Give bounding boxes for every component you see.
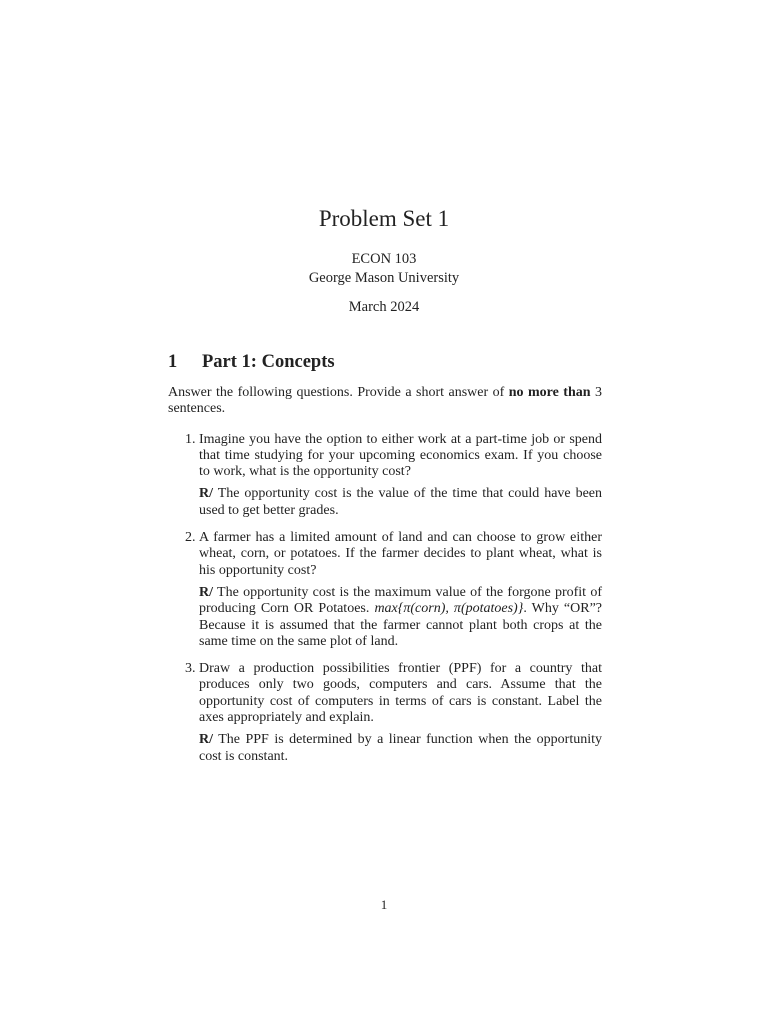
section-title: Part 1: Concepts — [202, 352, 335, 372]
answer — [199, 732, 602, 765]
question-item — [199, 530, 602, 650]
document-date: March 2024 — [348, 299, 420, 315]
answer-text: The opportunity cost is the maximum value of the forgone profit of producing Corn OR Potatoes. — [199, 584, 603, 617]
answer-text: The PPF is determined by a linear function when the opportunity cost is constant. — [199, 732, 602, 764]
section-heading — [168, 352, 335, 373]
section-number: 1 — [168, 352, 178, 372]
question-item — [199, 432, 602, 519]
answer-text-end: . Why “OR”? Because it is assumed that the farmer cannot plant both crops at the same time on the same plot of land. — [199, 601, 602, 649]
document-body — [168, 385, 602, 776]
question-item — [199, 661, 602, 765]
university-name: George Mason University — [308, 270, 460, 286]
intro-emphasis: no more than — [508, 385, 591, 400]
intro-paragraph — [168, 385, 602, 418]
course-name: ECON 103 — [351, 251, 417, 267]
question-list — [168, 432, 602, 765]
answer-text: The opportunity cost is the value of the time that could have been used to get better grades. — [199, 486, 603, 518]
page-number: 1 — [380, 897, 388, 912]
question-text: 3. Draw a production possibilities frontier (PPF) for a country that produces only two goods, computers and cars. Assume that the opportunity cost of computers in terms of cars is constant. Label the axes appropriately and explain. — [199, 661, 602, 726]
question-text: 2. A farmer has a limited amount of land and can choose to grow either wheat, corn, or potatoes. If the farmer decides to plant wheat, what is his opportunity cost? — [199, 530, 602, 578]
document-title: Problem Set 1 — [318, 206, 450, 231]
answer-prefix: R/ — [199, 486, 213, 502]
intro-text: Answer the following questions. Provide a short answer of — [168, 385, 509, 400]
answer-prefix: R/ — [199, 732, 213, 748]
question-text: 1. Imagine you have the option to either work at a part-time job or spend that time studying for your upcoming economics exam. If you choose to work, what is the opportunity cost? — [199, 431, 602, 480]
intro-text-end: 3 sentences. — [168, 385, 603, 417]
answer — [199, 585, 602, 650]
answer — [199, 486, 602, 519]
answer-prefix: R/ — [199, 584, 213, 600]
answer-math: max{π(corn), π(potatoes)} — [374, 601, 524, 617]
